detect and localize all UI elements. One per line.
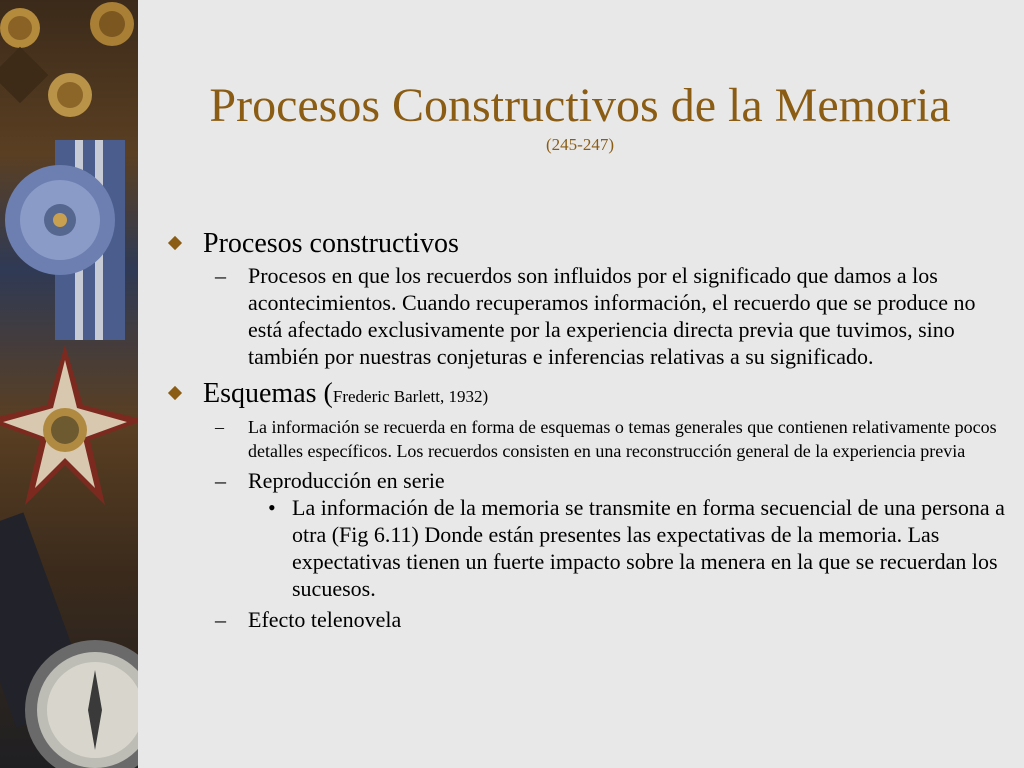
slide-subtitle: (245-247): [546, 134, 614, 154]
medal-collage-illustration: [0, 0, 138, 768]
sub-bullet-text: Efecto telenovela: [248, 607, 402, 632]
sub-sub-bullet: [165, 494, 1010, 602]
sub-bullet-text: Reproducción en serie: [248, 468, 445, 493]
dash-marker: –: [215, 607, 226, 632]
dash-marker: –: [215, 468, 226, 493]
bullet-label: Esquemas (: [203, 378, 333, 409]
dash-marker: –: [215, 417, 224, 437]
slide-title: Procesos Constructivos de la Memoria: [209, 79, 951, 132]
diamond-bullet-icon: [168, 386, 182, 400]
bullet-procesos-constructivos: [165, 226, 1010, 262]
diamond-bullet-icon: [168, 236, 182, 250]
sub-bullet-text: Procesos en que los recuerdos son influidos por el significado que damos a los acontecimientos. Cuando recuperamos información, el recuerdo que se produce no está afectado exclusivamente por la experiencia directa previa que tuvimos, sino también por nuestras conjeturas e inferencias relativas a su significado.: [248, 263, 976, 369]
sub-sub-bullet-text: La información de la memoria se transmite en forma secuencial de una persona a otra (Fig 6.11) Donde están presentes las expectativas de la memoria. Las expectativas tienen un fuerte impacto sobre la menera en la que se recuerdan los sucuesos.: [292, 495, 1005, 601]
sub-bullet-text: La información se recuerda en forma de esquemas o temas generales que contienen relativamente pocos detalles específicos. Los recuerdos consisten en una reconstrucción general de la experiencia previa: [248, 417, 997, 461]
sub-bullet: [165, 415, 1010, 463]
side-decorative-image: [0, 0, 138, 768]
sub-bullet: [165, 606, 1010, 633]
dot-marker: •: [268, 495, 276, 520]
bullet-label: Procesos constructivos: [203, 228, 459, 259]
bullet-citation: Frederic Barlett, 1932): [332, 387, 489, 406]
dash-marker: –: [215, 263, 226, 288]
bullet-esquemas: [165, 376, 1010, 415]
sub-bullet: [165, 262, 1010, 370]
slide-body: [165, 226, 1010, 633]
sub-bullet: [165, 467, 1010, 494]
